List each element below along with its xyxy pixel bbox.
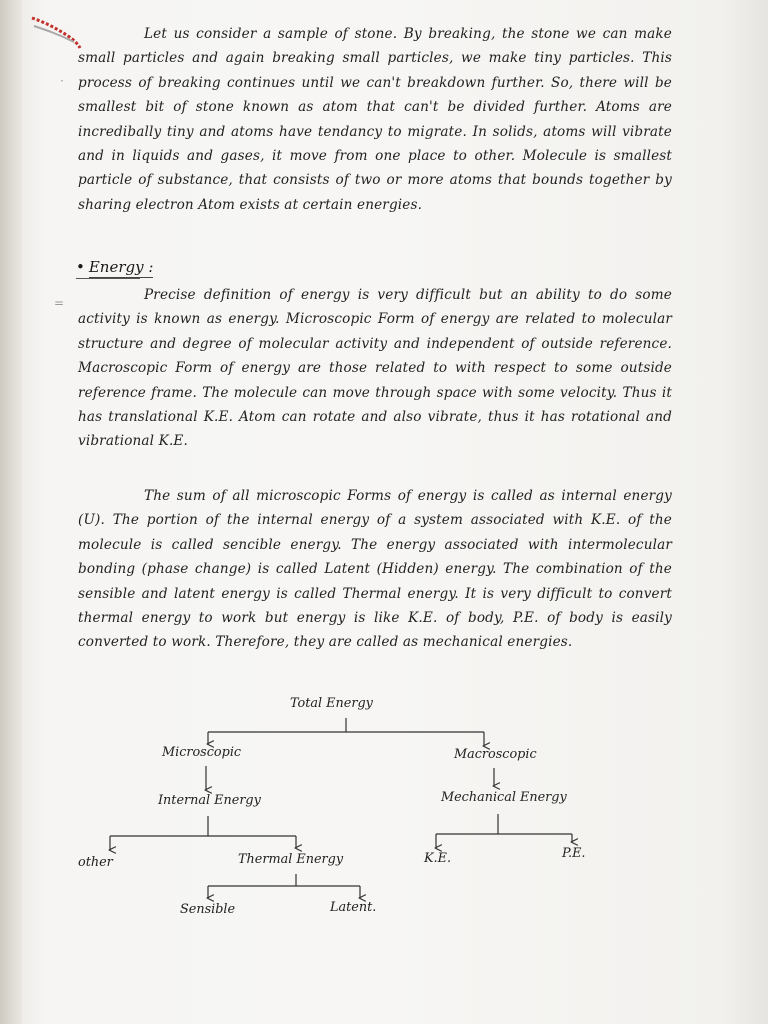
diagram-node-microscopic: Microscopic [162,745,242,760]
paragraph-internal-energy-text: The sum of all microscopic Forms of energy is called as internal energy (U). The portion of the internal energy of a system associated with K.E. of the molecule is called sencible energy. The energy associated with intermolecular bonding (phase change) is called Latent (Hidden) energy. The combination of the sensible and latent energy is called Thermal energy. It is very difficult to convert thermal energy to work but energy is like K.E. of body, P.E. of body is easily converted to work. Therefore, they are called as mechanical energies. [78,488,672,651]
diagram-node-internal-energy: Internal Energy [158,793,261,808]
diagram-node-potential-energy: P.E. [562,846,586,861]
heading-label: Energy : [76,258,153,279]
diagram-node-other: other [78,855,113,870]
heading-bullet: • [76,258,85,276]
paragraph-energy-definition-text: Precise definition of energy is very difficult but an ability to do some activity is known as energy. Microscopic Form of energy are related to molecular structure and degree of molecular activity and independent of outside reference. Macroscopic Form of energy are those related to with respect to some outside reference frame. The molecule can move through space with some velocity. Thus it has translational K.E. Atom can rotate and also vibrate, thus it has rotational and vibrational K.E. [78,287,672,450]
margin-dashes: = [54,296,65,310]
diagram-node-total-energy: Total Energy [290,696,373,711]
diagram-node-mechanical-energy: Mechanical Energy [441,790,567,805]
diagram-node-kinetic-energy: K.E. [424,851,452,866]
diagram-node-thermal-energy: Thermal Energy [238,852,344,867]
diagram-node-macroscopic: Macroscopic [454,747,537,762]
diagram-node-latent: Latent. [330,900,377,915]
margin-dots: · [60,74,64,88]
paragraph-atoms-text: Let us consider a sample of stone. By breaking, the stone we can make small particles and again breaking small particles, we make tiny particles. This process of breaking continues until we can't breakdown further. So, there will be smallest bit of stone known as atom that can't be divided further. Atoms are incredibally tiny and atoms have tendancy to migrate. In solids, atoms will vibrate and in liquids and gases, it move from one place to other. Molecule is smallest particle of substance, that consists of two or more atoms that bounds together by sharing electron Atom exists at certain energies. [78,26,672,213]
diagram-node-sensible: Sensible [180,902,236,917]
